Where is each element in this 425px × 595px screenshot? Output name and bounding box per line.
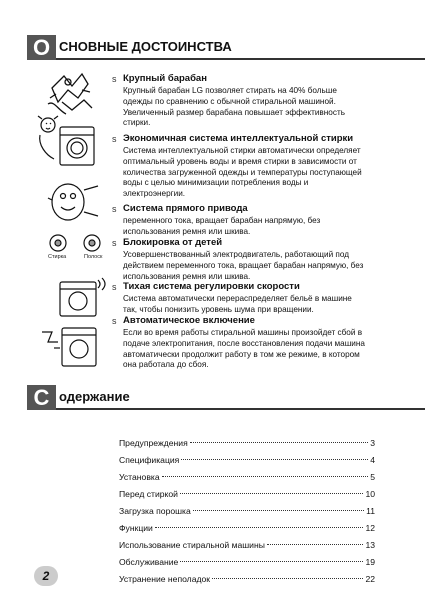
feature-bullet: s (112, 238, 117, 248)
toc-page-number: 3 (370, 438, 375, 448)
toc-page-number: 11 (366, 506, 375, 516)
toc-entry[interactable] (119, 573, 375, 586)
feature-line: электроэнергии. (123, 189, 186, 199)
toc-label: Установка (119, 472, 160, 482)
feature-description (123, 294, 401, 316)
toc-entry[interactable] (119, 505, 375, 518)
features-section-title: СНОВНЫЕ ДОСТОИНСТВА (59, 39, 232, 54)
toc-page-number: 12 (365, 523, 375, 533)
feature-title: Блокировка от детей (123, 237, 223, 248)
feature-title: Тихая система регулировки скорости (123, 281, 300, 292)
feature-line: так, чтобы понизить уровень шума при вращении. (123, 304, 314, 314)
feature-bullet: s (112, 74, 117, 84)
toc-entry[interactable] (119, 454, 375, 467)
toc-leader-dots (212, 578, 363, 579)
toc-page-number: 13 (365, 540, 375, 550)
feature-title: Система прямого привода (123, 203, 248, 214)
toc-page-number: 10 (365, 489, 375, 499)
toc-leader-dots (267, 544, 364, 545)
contents-header-rule (56, 408, 425, 410)
feature-line: использования ремня или шкива. (123, 271, 251, 281)
feature-line: Крупный барабан LG позволяет стирать на 40% больше (123, 86, 337, 95)
toc-label: Устранение неполадок (119, 574, 211, 584)
toc-leader-dots (181, 459, 368, 460)
feature-line: Увеличенный размер барабана повышает эффективность (123, 107, 345, 117)
feature-line: использования ремня или шкива. (123, 226, 251, 236)
feature-description (123, 216, 401, 238)
feature-line: действием переменного тока, вращает барабан напрямую, без (123, 260, 364, 270)
feature-line: Система интеллектуальной стирки автоматически определяет (123, 146, 361, 155)
feature-line: переменного тока, вращает барабан напрямую, без (123, 216, 321, 225)
feature-line: автоматически продолжит работу в том же режиме, в котором (123, 349, 360, 359)
large-drum-illustration (42, 70, 100, 120)
toc-leader-dots (180, 561, 363, 562)
feature-description (123, 86, 401, 129)
feature-description (123, 328, 401, 371)
toc-label: Предупреждения (119, 438, 188, 448)
feature-line: воды с целью минимизации потребления воды и (123, 178, 309, 188)
feature-line: количества загруженной одежды и температуры поступающей (123, 167, 362, 177)
features-initial-letter: О (27, 35, 56, 60)
toc-label: Обслуживание (119, 557, 179, 567)
toc-page-number: 19 (365, 557, 375, 567)
feature-line: одежды по сравнению с обычной стиральной машиной. (123, 96, 336, 106)
quiet-speed-illustration (54, 276, 106, 318)
toc-entry[interactable] (119, 488, 375, 501)
toc-label: Загрузка порошка (119, 506, 191, 516)
feature-line: подаче электропитания, после восстановления подачи машина (123, 338, 365, 348)
toc-leader-dots (180, 493, 363, 494)
toc-label: Перед стиркой (119, 489, 178, 499)
toc-leader-dots (162, 476, 369, 477)
feature-description (123, 250, 401, 282)
direct-drive-illustration (44, 178, 102, 226)
feature-bullet: s (112, 134, 117, 144)
feature-title: Экономичная система интеллектуальной стирки (123, 133, 354, 144)
rinse-button-label: Полоск (84, 254, 103, 260)
feature-line: оптимальный уровень воды и время стирки в зависимости от (123, 156, 357, 166)
smart-washing-illustration (36, 115, 104, 170)
toc-entry[interactable] (119, 539, 375, 552)
feature-bullet: s (112, 316, 117, 326)
toc-entry[interactable] (119, 471, 375, 484)
toc-leader-dots (190, 442, 369, 443)
feature-title: Крупный барабан (123, 73, 207, 84)
page-number: 2 (34, 566, 58, 586)
contents-section-title: одержание (59, 389, 130, 404)
feature-bullet: s (112, 204, 117, 214)
contents-initial-letter: С (27, 385, 56, 410)
toc-label: Спецификация (119, 455, 180, 465)
toc-page-number: 22 (365, 574, 375, 584)
feature-line: она работала до сбоя. (123, 360, 209, 370)
toc-entry[interactable] (119, 522, 375, 535)
toc-leader-dots (193, 510, 364, 511)
toc-page-number: 5 (370, 472, 375, 482)
feature-line: стирки. (123, 118, 151, 128)
feature-line: Система автоматически перераспределяет бельё в машине (123, 294, 352, 303)
toc-page-number: 4 (370, 455, 375, 465)
toc-label: Функции (119, 523, 153, 533)
toc-entry[interactable] (119, 556, 375, 569)
child-lock-buttons-illustration (46, 232, 108, 256)
feature-bullet: s (112, 282, 117, 292)
feature-description (123, 146, 401, 200)
toc-label: Использование стиральной машины (119, 540, 265, 550)
toc-leader-dots (155, 527, 364, 528)
features-header-rule (56, 58, 425, 60)
feature-title: Автоматическое включение (123, 315, 255, 326)
wash-button-label: Стирка (48, 254, 67, 260)
feature-line: Усовершенствованный электродвигатель, работающий под (123, 250, 349, 259)
auto-restart-illustration (40, 318, 102, 368)
toc-entry[interactable] (119, 437, 375, 450)
feature-line: Если во время работы стиральной машины произойдет сбой в (123, 328, 363, 337)
